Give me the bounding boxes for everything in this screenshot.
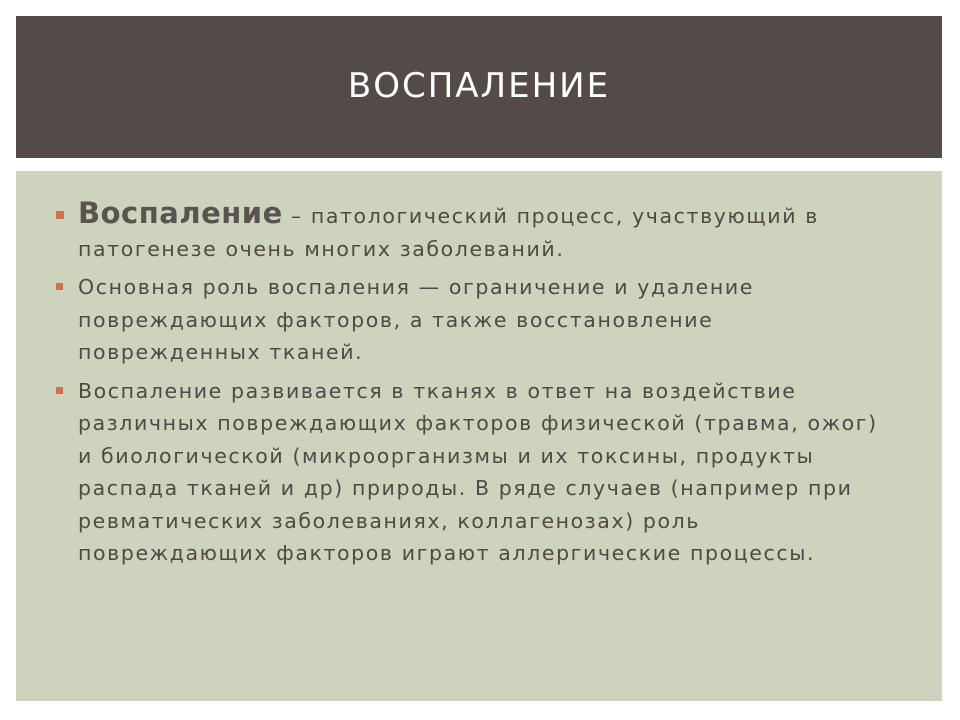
square-bullet-icon (56, 211, 64, 219)
term-heading: Воспаление (78, 196, 283, 230)
bullet-text: – патологический процесс, участвующий в патогенезе очень многих заболеваний. (78, 204, 819, 261)
bullet-item-causes (78, 375, 898, 570)
bullet-list (78, 197, 898, 576)
slide-title: ВОСПАЛЕНИЕ (347, 66, 611, 106)
bullet-item-role (78, 271, 898, 369)
bullet-text: Основная роль воспаления — ограничение и удаление повреждающих факторов, а также восстановление поврежденных тканей. (78, 275, 755, 364)
title-bar (16, 16, 942, 158)
square-bullet-icon (56, 283, 63, 290)
bullet-item-definition (78, 197, 898, 265)
bullet-text: Воспаление развивается в тканях в ответ на воздействие различных повреждающих факторов физической (травма, ожог) и биологической (микроорганизмы и их токсины, продукты распада тканей и др) природы. В ряде случаев (например при ревматических заболеваниях, коллагенозах) роль повреждающих факторов играют аллергические процессы. (78, 378, 878, 565)
square-bullet-icon (56, 387, 63, 394)
content-panel (16, 171, 942, 701)
